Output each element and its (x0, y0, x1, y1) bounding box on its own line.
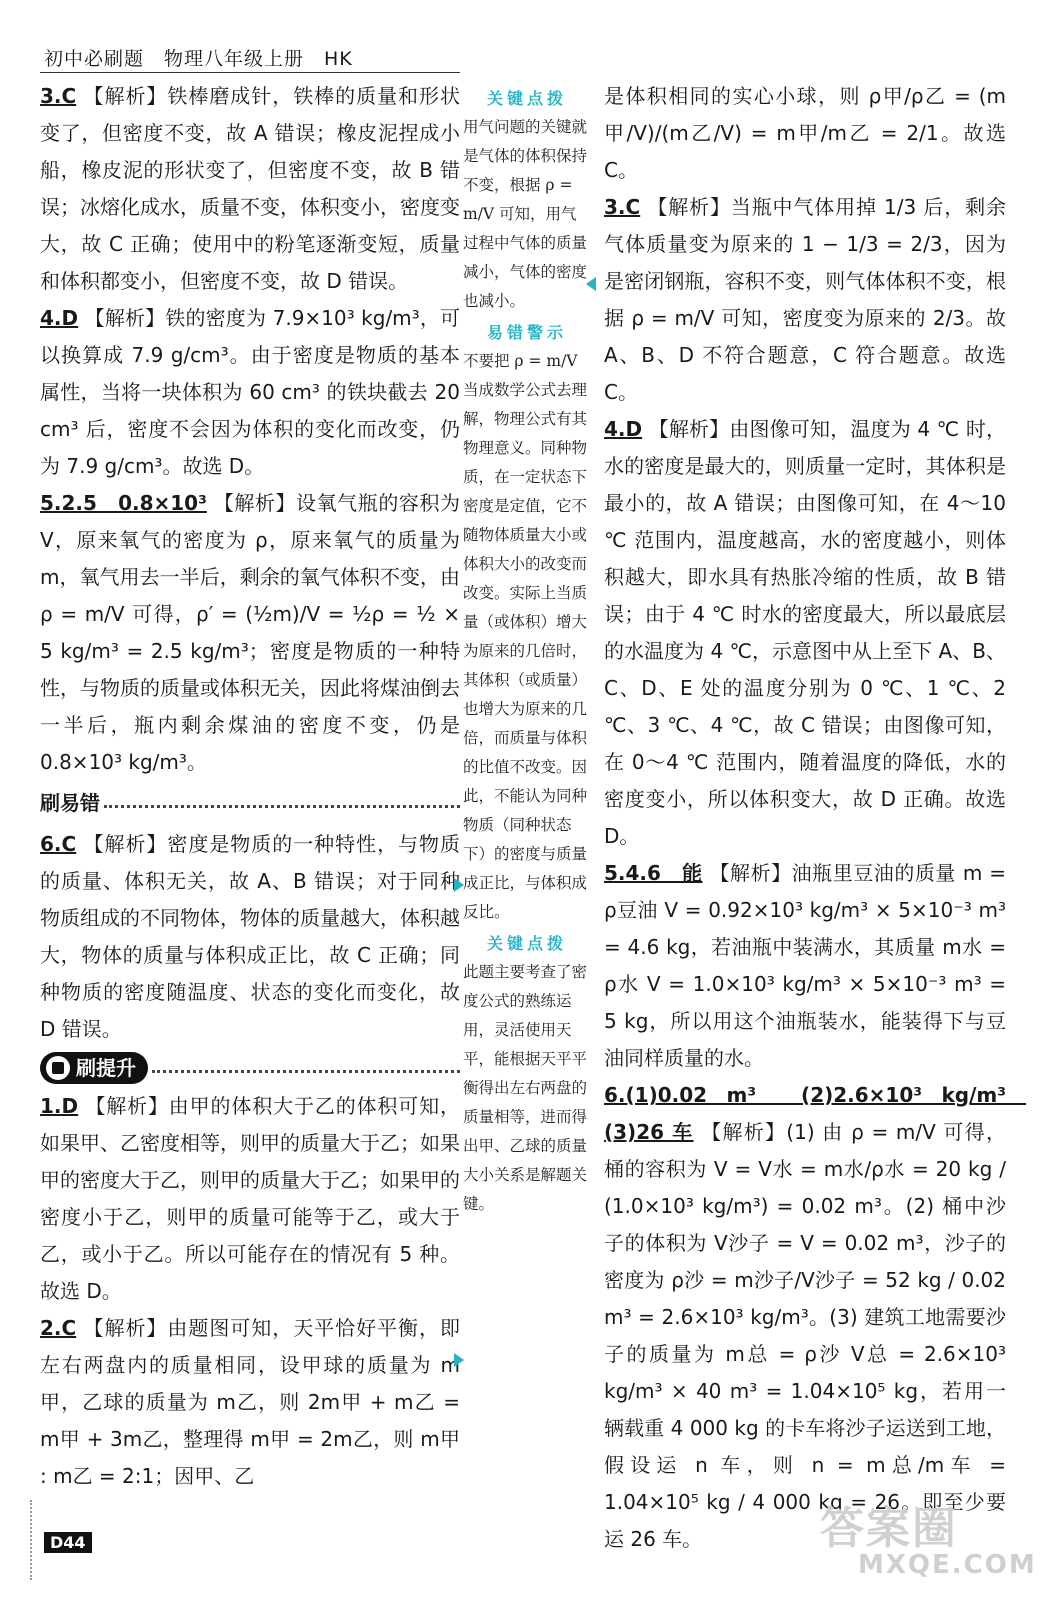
answer-text: 【解析】铁棒磨成针，铁棒的质量和形状变了，但密度不变，故 A 错误；橡皮泥捏成小船，橡皮泥的形状变了，但密度不变，故 B 错误；冰熔化成水，质量不变，体积变小，密度变大，故 C 正确；使用中的粉笔逐渐变短，质量和体积都变小，但密度不变，故 D 错误。 (40, 84, 460, 293)
book-icon (46, 1056, 70, 1080)
dotted-divider (104, 805, 460, 808)
note-text: 用气问题的关键就是气体的体积保持不变，根据 ρ = m/V 可知，用气过程中气体的质量减小，气体的密度也减小。 (463, 118, 588, 310)
answer-item-2 (40, 1310, 460, 1495)
page-number: D44 (44, 1532, 92, 1553)
pointer-arrow-icon (586, 277, 596, 291)
answer-item-5 (40, 485, 460, 781)
left-column (40, 78, 460, 1495)
section-label: 刷易错 (40, 791, 100, 815)
answer-text: 【解析】铁的密度为 7.9×10³ kg/m³，可以换算成 7.9 g/cm³。由于密度是物质的基本属性，当将一块体积为 60 cm³ 的铁块截去 20 cm³ 后，密度不会因为体积的变化而改变，仍为 7.9 g/cm³。故选 D。 (40, 306, 461, 478)
watermark-url: MXQE.COM (858, 1550, 1037, 1580)
header-rule (40, 72, 460, 73)
note-title: 易错警示 (486, 323, 567, 342)
answer-item-3 (40, 78, 460, 300)
section-badge (40, 1052, 148, 1084)
margin-notes (463, 84, 591, 1221)
answer-text: 【解析】(1) 由 ρ = m/V 可得，桶的容积为 V = V水 = m水/ρ水 = 20 kg / (1.0×10³ kg/m³) = 0.02 m³。(2) 桶中沙子的体积为 V沙子 = V = 0.02 m³，沙子的密度为 ρ沙 = m沙子/V沙子 = 52 kg / 0.02 m³ = 2.6×10³ kg/m³。(3) 建筑工地需要沙子的质量为 m总 = ρ沙 V总 = 2.6×10³ kg/m³ × 40 m³ = 1.04×10⁵ kg，若用一辆载重 4 000 kg 的卡车将沙子运送到工地，假设运 n 车，则 n = m总/m车 = 1.04×10⁵ kg / 4 000 kg = 26。即至少要运 26 车。 (604, 1120, 1006, 1551)
answer-text: 【解析】由题图可知，天平恰好平衡，即左右两盘内的质量相同，设甲球的质量为 m甲，乙球的质量为 m乙，则 2m甲 + m乙 = m甲 + 3m乙，整理得 m甲 = 2m乙，则 m甲 : m乙 = 2:1；因甲、乙 (40, 1316, 460, 1488)
pointer-arrow-icon (454, 1353, 464, 1367)
answer-text: 【解析】由甲的体积大于乙的体积可知，如果甲、乙密度相等，则甲的质量大于乙；如果甲的密度大于乙，则甲的质量大于乙；如果甲的密度小于乙，则甲的质量可能等于乙，或大于乙，或小于乙。所以可能存在的情况有 5 种。故选 D。 (40, 1094, 461, 1303)
note-title: 关键点拨 (486, 934, 567, 953)
pointer-arrow-icon (454, 878, 464, 892)
answer-text: 【解析】当瓶中气体用掉 1/3 后，剩余气体质量变为原来的 1 − 1/3 = 2/3，因为是密闭钢瓶，容积不变，则气体体积不变，根据 ρ = m/V 可知，密度变为原来的 2/3。故 A、B、D 不符合题意，C 符合题意。故选 C。 (604, 195, 1007, 404)
answer-number: 4.D (604, 417, 643, 441)
margin-dotted-line (30, 1500, 32, 1580)
answer-number: 3.C (40, 84, 77, 108)
answer-item-6 (40, 826, 460, 1048)
answer-number: 5.2.5 0.8×10³ (40, 491, 207, 515)
note-text: 不要把 ρ = m/V 当成数学公式去理解，物理公式有其物理意义。同种物质，在一定状态下密度是定值，它不随物体质量大小或体积大小的改变而改变。实际上当质量（或体积）增大为原来的几倍时，其体积（或质量）也增大为原来的几倍，而质量与体积的比值不改变。因此，不能认为同种物质（同种状态下）的密度与质量成正比，与体积成反比。 (463, 352, 588, 921)
answer-item-3b (604, 189, 1006, 411)
section-label: 刷提升 (76, 1055, 136, 1080)
answer-number: 6.(1)0.02 m³ (2)2.6×10³ kg/m³ (3)26 车 (604, 1083, 1026, 1144)
note-text: 此题主要考查了密度公式的熟练运用，灵活使用天平，能根据天平平衡得出左右两盘的质量相等，进而得出甲、乙球的质量大小关系是解题关键。 (463, 963, 588, 1213)
answer-number: 2.C (40, 1316, 77, 1340)
dotted-divider (152, 1070, 460, 1073)
note-title: 关键点拨 (486, 89, 567, 108)
answer-text: 是体积相同的实心小球，则 ρ甲/ρ乙 = (m甲/V)/(m乙/V) = m甲/m乙 = 2/1。故选 C。 (604, 84, 1006, 182)
section-heading-improve (40, 1052, 460, 1084)
answer-item-1 (40, 1088, 460, 1310)
right-column (604, 78, 1026, 1558)
answer-number: 6.C (40, 832, 77, 856)
answer-text: 【解析】油瓶里豆油的质量 m = ρ豆油 V = 0.92×10³ kg/m³ × 5×10⁻³ m³ = 4.6 kg，若油瓶中装满水，其质量 m水 = ρ水 V = 1.0×10³ kg/m³ × 5×10⁻³ m³ = 5 kg，所以用这个油瓶装水，能装得下与豆油同样质量的水。 (604, 861, 1006, 1070)
answer-item-6b (604, 1077, 1026, 1558)
answer-item-4b (604, 411, 1006, 855)
answer-number: 3.C (604, 195, 641, 219)
answer-text: 【解析】由图像可知，温度为 4 ℃ 时，水的密度是最大的，则质量一定时，其体积是最小的，故 A 错误；由图像可知，在 4～10 ℃ 范围内，温度越高，水的密度越小，则体积越大，即水具有热胀冷缩的性质，故 B 错误；由于 4 ℃ 时水的密度最大，所以最底层的水温度为 4 ℃，示意图中从上至下 A、B、C、D、E 处的温度分别为 0 ℃、1 ℃、2 ℃、3 ℃、4 ℃，故 C 错误；由图像可知，在 0～4 ℃ 范围内，随着温度的降低，水的密度变小，所以体积变大，故 D 正确。故选 D。 (604, 417, 1006, 848)
answer-text: 【解析】密度是物质的一种特性，与物质的质量、体积无关，故 A、B 错误；对于同种物质组成的不同物体，物体的质量越大，体积越大，物体的质量与体积成正比，故 C 正确；同种物质的密度随温度、状态的变化而变化，故 D 错误。 (40, 832, 460, 1041)
answer-number: 5.4.6 能 (604, 861, 703, 885)
answer-number: 4.D (40, 306, 79, 330)
watermark-logo: 答案圈 (820, 1503, 958, 1554)
answer-text: 【解析】设氧气瓶的容积为 V，原来氧气的密度为 ρ，原来氧气的质量为 m，氧气用去一半后，剩余的氧气体积不变，由 ρ = m/V 可得，ρ′ = (½m)/V = ½ρ = ½ × 5 kg/m³ = 2.5 kg/m³；密度是物质的一种特性，与物质的质量或体积无关，因此将煤油倒去一半后，瓶内剩余煤油的密度不变，仍是 0.8×10³ kg/m³。 (40, 491, 461, 774)
answer-item-5b (604, 855, 1006, 1077)
answer-continuation (604, 78, 1006, 189)
page-header: 初中必刷题 物理八年级上册 HK (44, 48, 353, 70)
answer-item-4 (40, 300, 460, 485)
section-heading-errors (40, 785, 460, 822)
answer-number: 1.D (40, 1094, 79, 1118)
